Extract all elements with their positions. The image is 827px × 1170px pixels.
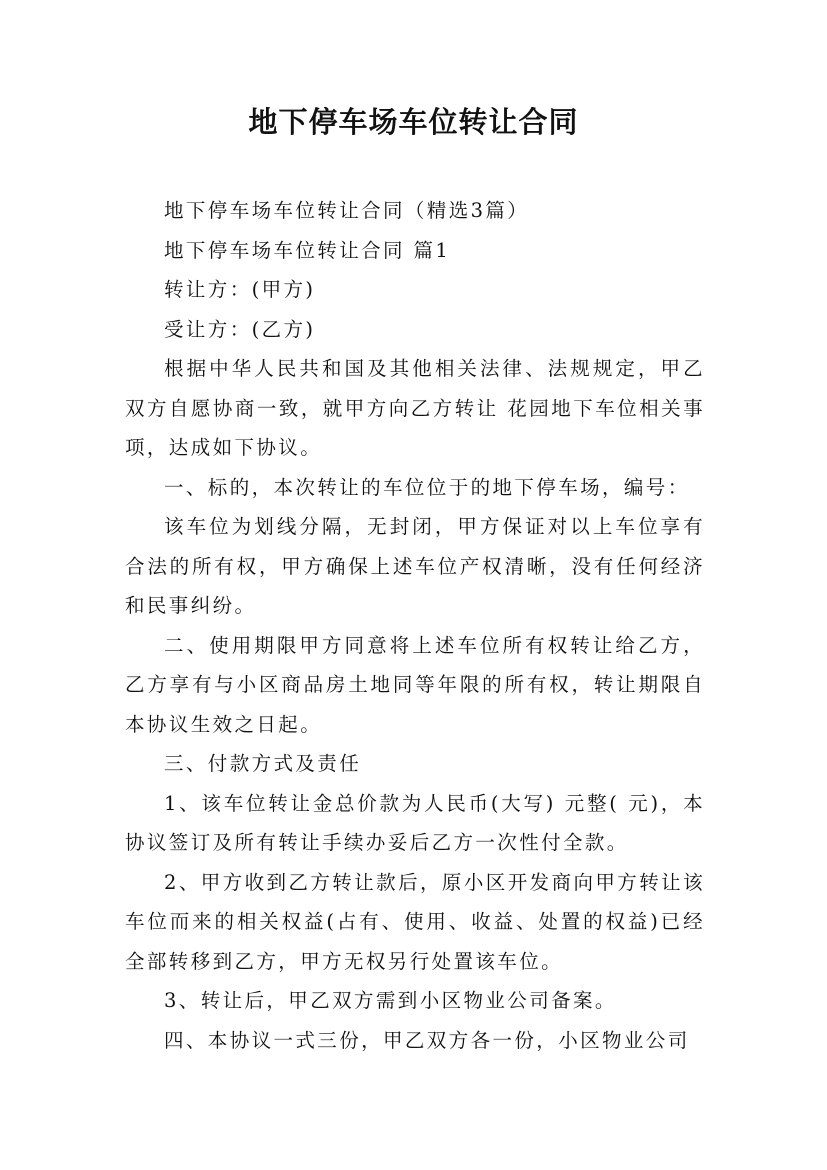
paragraph-clause-3-item-3: 3、转让后，甲乙双方需到小区物业公司备案。 bbox=[164, 989, 617, 1012]
document-title: 地下停车场车位转让合同 bbox=[248, 105, 579, 139]
document-body bbox=[125, 191, 705, 1060]
paragraph-clause-1: 一、标的，本次转让的车位位于的地下停车场，编号： bbox=[164, 475, 690, 499]
paragraph-clause-3: 三、付款方式及责任 bbox=[164, 752, 362, 775]
paragraph-clause-2: 二、使用期限甲方同意将上述车位所有权转让给乙方，乙方享有与小区商品房土地同等年限的所有权，转让期限自本协议生效之日起。 bbox=[125, 633, 705, 736]
paragraph-clause-3-item-1: 1、该车位转让金总价款为人民币(大写) 元整( 元)，本协议签订及所有转让手续办妥后乙方一次性付全款。 bbox=[125, 791, 705, 854]
paragraph-subtitle: 地下停车场车位转让合同（精选3篇） bbox=[164, 199, 530, 222]
paragraph-clause-3-item-2: 2、甲方收到乙方转让款后，原小区开发商向甲方转让该车位而来的相关权益(占有、使用、收益、处置的权益)已经全部转移到乙方，甲方无权另行处置该车位。 bbox=[125, 870, 705, 973]
paragraph-clause-1-detail: 该车位为划线分隔，无封闭，甲方保证对以上车位享有合法的所有权，甲方确保上述车位产权清晰，没有任何经济和民事纠纷。 bbox=[125, 515, 705, 617]
paragraph-transferor: 转让方：(甲方) bbox=[164, 278, 316, 301]
paragraph-section-heading: 地下停车场车位转让合同 篇1 bbox=[164, 238, 451, 262]
paragraph-transferee: 受让方：(乙方) bbox=[164, 317, 316, 341]
paragraph-clause-4: 四、本协议一式三份，甲乙双方各一份，小区物业公司 bbox=[164, 1028, 690, 1052]
paragraph-preamble: 根据中华人民共和国及其他相关法律、法规规定，甲乙双方自愿协商一致，就甲方向乙方转让 花园地下车位相关事项，达成如下协议。 bbox=[125, 357, 705, 459]
